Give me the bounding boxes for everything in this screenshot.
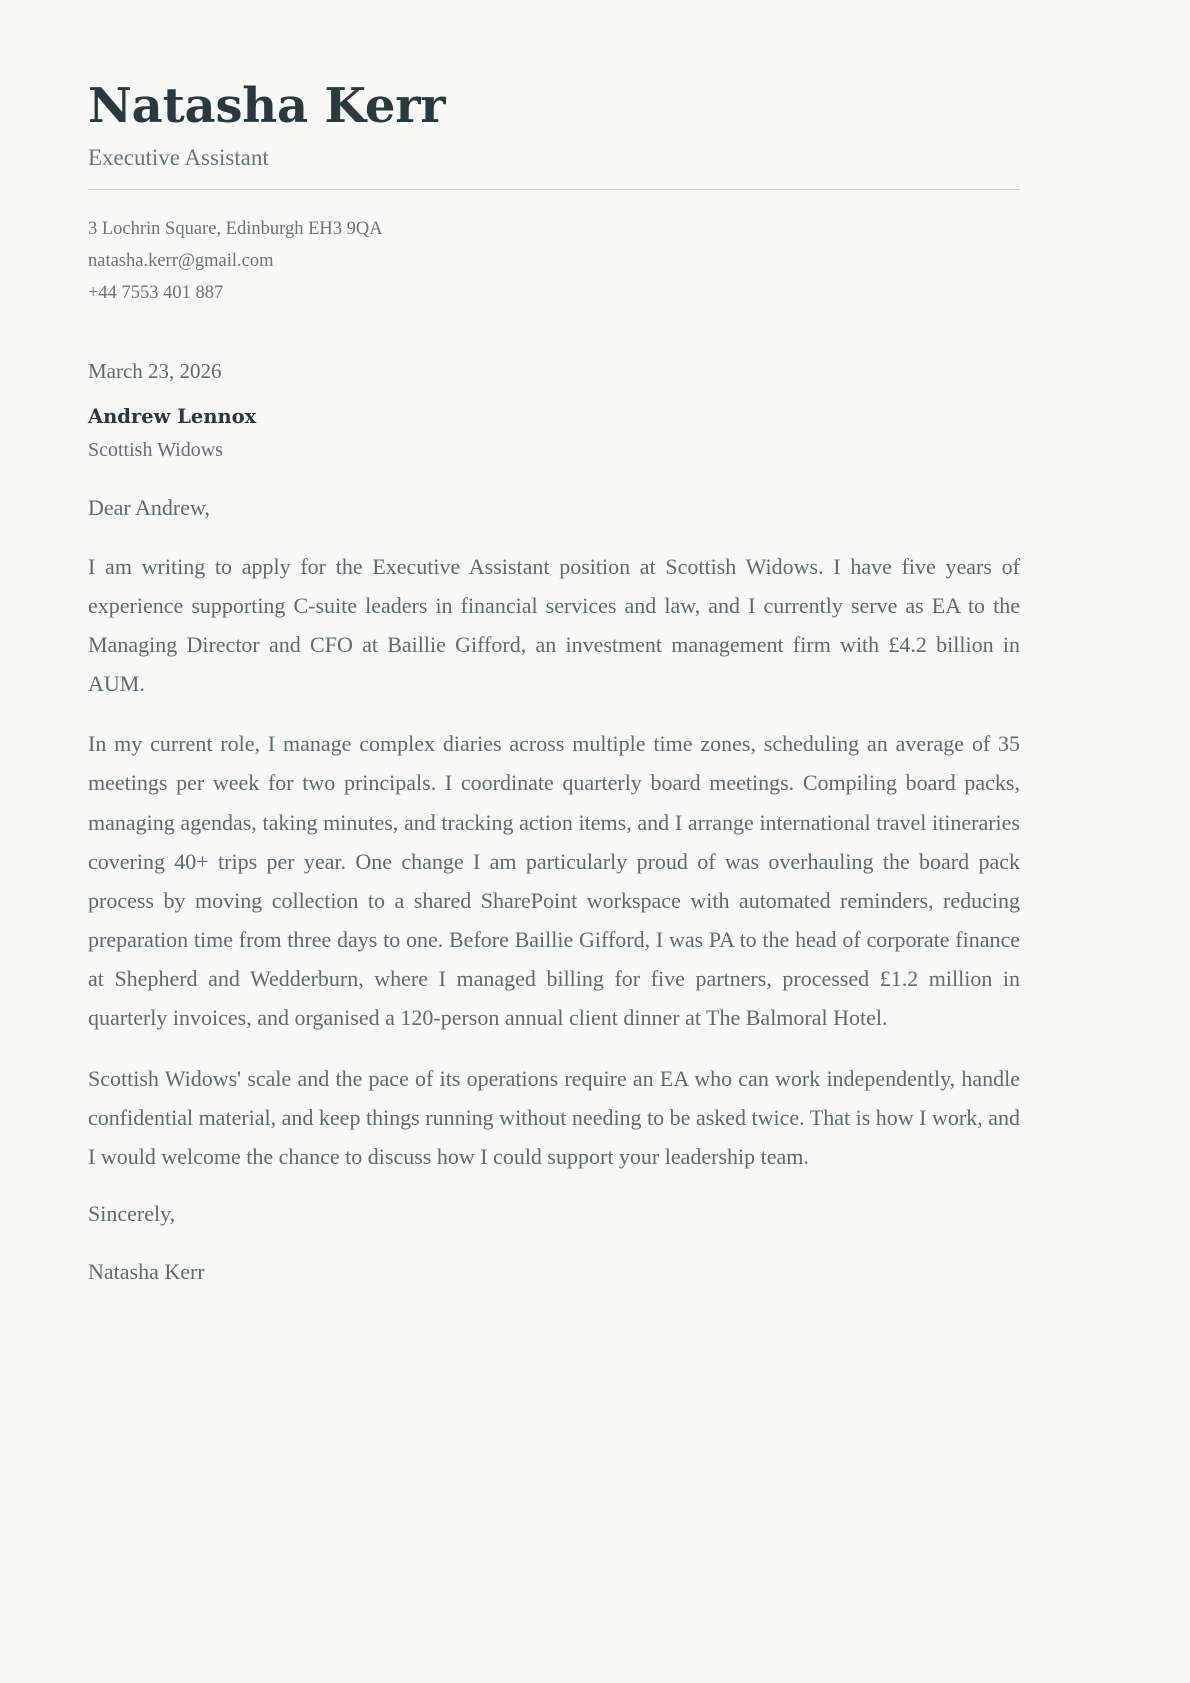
contact-phone: +44 7553 401 887 (88, 282, 224, 303)
body-paragraph-3: Scottish Widows' scale and the pace of its operations require an EA who can work independently, handle confidential material, and keep things running without needing to be asked twice. That is how I work, and I would welcome the chance to discuss how I could support your leadership team. (88, 1065, 1020, 1169)
salutation: Dear Andrew, (88, 494, 210, 520)
contact-address: 3 Lochrin Square, Edinburgh EH3 9QA (88, 219, 383, 240)
recipient-company: Scottish Widows (88, 438, 223, 461)
signature-name: Natasha Kerr (88, 1259, 205, 1285)
letter-header (88, 72, 1020, 190)
body-paragraph-1: I am writing to apply for the Executive Assistant position at Scottish Widows. I have five years of experience supporting C-suite leaders in financial services and law, and I currently serve as EA to the Managing Director and CFO at Baillie Gifford, an investment management firm with £4.2 billion in AUM. (88, 553, 1020, 697)
candidate-job-title: Executive Assistant (88, 144, 269, 170)
contact-email[interactable]: natasha.kerr@gmail.com (88, 251, 274, 272)
recipient-name: Andrew Lennox (88, 405, 257, 429)
header-divider (88, 189, 1020, 190)
letter-meta-block (88, 356, 1020, 465)
letter-sheet (88, 72, 1020, 1289)
candidate-name: Natasha Kerr (88, 78, 446, 134)
contact-block (88, 214, 1020, 309)
body-paragraph-2: In my current role, I manage complex diaries across multiple time zones, scheduling an average of 35 meetings per week for two principals. I coordinate quarterly board meetings. Compiling board packs, managing agendas, taking minutes, and tracking action items, and I arrange international travel itineraries covering 40+ trips per year. One change I am particularly proud of was overhauling the board pack process by moving collection to a shared SharePoint workspace with automated reminders, reducing preparation time from three days to one. Before Baillie Gifford, I was PA to the head of corporate finance at Shepherd and Wedderburn, where I managed billing for five partners, processed £1.2 million in quarterly invoices, and organised a 120-person annual client dinner at The Balmoral Hotel. (88, 731, 1020, 1031)
closing-salutation: Sincerely, (88, 1200, 176, 1226)
letter-date: March 23, 2026 (88, 358, 222, 383)
letter-body (88, 491, 1020, 1290)
